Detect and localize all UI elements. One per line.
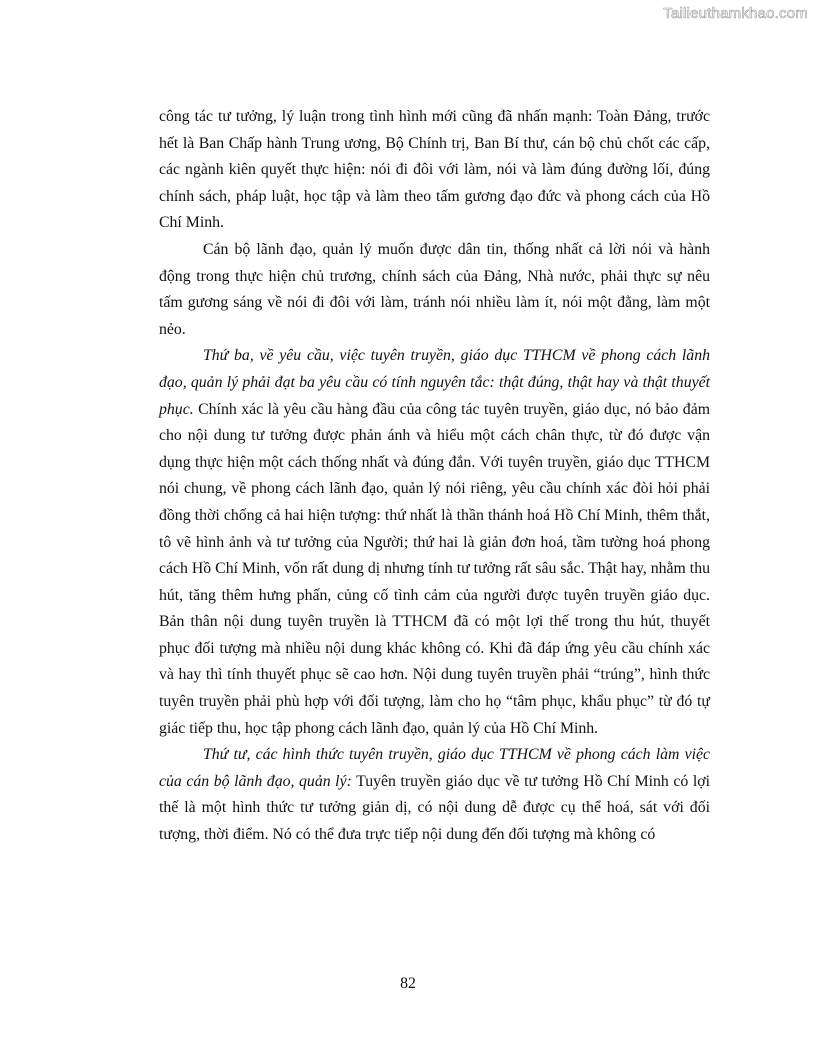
watermark: Tailieuthamkhao.com xyxy=(663,5,808,22)
paragraph-4-lead: Thứ tư, các hình thức tuyên truyền, giáo dục TTHCM về phong cách làm việc của cán bộ lãnh đạo, quản lý: xyxy=(159,746,710,790)
page-number: 82 xyxy=(400,975,416,992)
paragraph-1: công tác tư tưởng, lý luận trong tình hình mới cũng đã nhấn mạnh: Toàn Đảng, trước hết là Ban Chấp hành Trung ương, Bộ Chính trị, Ban Bí thư, cán bộ chủ chốt các cấp, các ngành kiên quyết thực hiện: nói đi đôi với làm, nói và làm đúng đường lối, đúng chính sách, pháp luật, học tập và làm theo tấm gương đạo đức và phong cách của Hồ Chí Minh. xyxy=(159,108,710,232)
paragraph-4-text: Tuyên truyền giáo dục về tư tưởng Hồ Chí Minh có lợi thế là một hình thức tư tưởng giản dị, có nội dung dễ được cụ thể hoá, sát với đối tượng, thời điểm. Nó có thể đưa trực tiếp nội dung đến đối tượng mà không có xyxy=(159,772,711,844)
paragraph-4 xyxy=(159,742,710,848)
paragraph-2: Cán bộ lãnh đạo, quản lý muốn được dân tin, thống nhất cả lời nói và hành động trong thực hiện chủ trương, chính sách của Đảng, Nhà nước, phải thực sự nêu tấm gương sáng về nói đi đôi với làm, tránh nói nhiều làm ít, nói một đằng, làm một nẻo. xyxy=(159,240,710,338)
paragraph-3-text: Chính xác là yêu cầu hàng đầu của công tác tuyên truyền, giáo dục, nó bảo đảm cho nội dung tư tưởng được phản ánh và hiểu một cách chân thực, từ đó được vận dụng thực hiện một cách thống nhất và đúng đắn. Với tuyên truyền, giáo dục TTHCM nói chung, về phong cách lãnh đạo, quản lý nói riêng, yêu cầu chính xác đòi hỏi phải đồng thời chống cả hai hiện tượng: thứ nhất là thần thánh hoá Hồ Chí Minh, thêm thắt, tô vẽ hình ảnh và tư tưởng của Người; thứ hai là giản đơn hoá, tầm tường hoá phong cách Hồ Chí Minh, vốn rất dung dị nhưng tính tư tưởng rất sâu sắc. Thật hay, nhằm thu hút, tăng thêm hưng phấn, củng cố tình cảm của người được tuyên truyền giáo dục. Bản thân nội dung tuyên truyền là TTHCM đã có một lợi thế trong thu hút, thuyết phục đối tượng mà nhiều nội dung khác không có. Khi đã đáp ứng yêu cầu chính xác và hay thì tính thuyết phục sẽ cao hơn. Nội dung tuyên truyền phải “trúng”, hình thức tuyên truyền phải phù hợp với đối tượng, làm cho họ “tâm phục, khẩu phục” từ đó tự giác tiếp thu, học tập phong cách lãnh đạo, quản lý của Hồ Chí Minh. xyxy=(159,400,710,737)
paragraph-3 xyxy=(159,343,710,742)
page-body xyxy=(159,104,710,849)
paragraph-3-lead: Thứ ba, về yêu cầu, việc tuyên truyền, giáo dục TTHCM về phong cách lãnh đạo, quản lý phải đạt ba yêu cầu có tính nguyên tắc: thật đúng, thật hay và thật thuyết phục. xyxy=(159,347,710,418)
